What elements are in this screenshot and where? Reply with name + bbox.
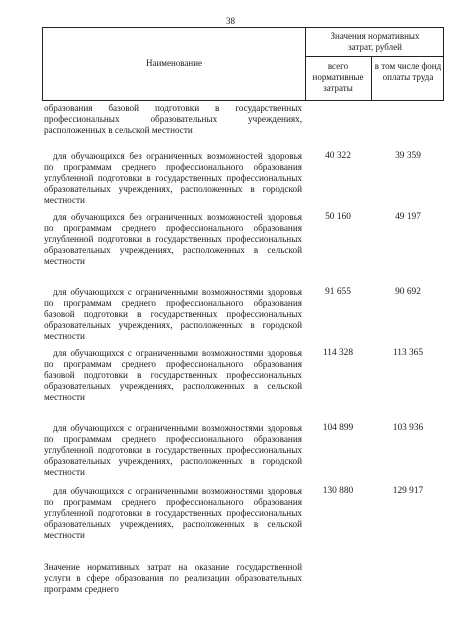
continuation-paragraph: образования базовой подготовки в государственных профессиональных образовательных учреждениях, расположенных в сельской местности bbox=[44, 103, 302, 136]
row-wage: 49 197 bbox=[395, 212, 421, 222]
row-total: 114 328 bbox=[322, 348, 354, 358]
row-wage: 90 692 bbox=[395, 287, 421, 297]
row-total: 91 655 bbox=[325, 287, 351, 297]
footer-text: Значение нормативных затрат на оказание государственной услуги в сфере образования по реализации образовательных программ среднего bbox=[44, 562, 302, 595]
continuation-text bbox=[44, 103, 302, 136]
row-text: для обучающихся с ограниченными возможностями здоровья по программам среднего профессионального образования углубленной подготовки в государственных профессиональных образовательных учреждениях, расположенных в городской местности bbox=[44, 423, 302, 478]
header-bottom-border bbox=[42, 100, 444, 101]
row-text: для обучающихся без ограниченных возможностей здоровья по программам среднего профессионального образования углубленной подготовки в государственных профессиональных образовательных учреждениях, расположенных в сельской местности bbox=[44, 212, 302, 267]
table-row bbox=[44, 212, 302, 267]
header-top-border bbox=[42, 27, 444, 28]
row-total: 130 880 bbox=[322, 486, 354, 496]
row-total: 104 899 bbox=[322, 423, 354, 433]
row-text: для обучающихся без ограниченных возможностей здоровья по программам среднего профессионального образования углубленной подготовки в государственных профессиональных образовательных учреждениях, расположенных в городской местности bbox=[44, 151, 302, 206]
table-row bbox=[44, 486, 302, 541]
page-number: 38 bbox=[226, 16, 235, 26]
header-col-wage: в том числе фонд оплаты труда bbox=[374, 61, 442, 82]
row-total: 40 322 bbox=[325, 151, 351, 161]
header-sub-divider bbox=[305, 56, 444, 57]
header-name: Наименование bbox=[145, 58, 203, 68]
header-right-border bbox=[443, 27, 444, 101]
header-col-total: всего нормативные затраты bbox=[312, 61, 364, 93]
row-text: для обучающихся с ограниченными возможностями здоровья по программам среднего профессионального образования углубленной подготовки в государственных профессиональных образовательных учреждениях, расположенных в сельской местности bbox=[44, 486, 302, 541]
row-wage: 113 365 bbox=[392, 348, 424, 358]
header-values-title: Значения нормативных затрат, рублей bbox=[330, 31, 420, 52]
footer-paragraph bbox=[44, 562, 302, 595]
header-name-divider bbox=[305, 27, 306, 101]
row-text: для обучающихся с ограниченными возможностями здоровья по программам среднего профессионального образования базовой подготовки в государственных профессиональных образовательных учреждениях, расположенных в городской местности bbox=[44, 287, 302, 342]
row-wage: 129 917 bbox=[392, 486, 424, 496]
row-total: 50 160 bbox=[325, 212, 351, 222]
row-wage: 103 936 bbox=[392, 423, 424, 433]
table-row bbox=[44, 348, 302, 403]
row-text: для обучающихся с ограниченными возможностями здоровья по программам среднего профессионального образования базовой подготовки в государственных профессиональных образовательных учреждениях, расположенных в сельской местности bbox=[44, 348, 302, 403]
table-row bbox=[44, 423, 302, 478]
row-wage: 39 359 bbox=[395, 151, 421, 161]
table-row bbox=[44, 287, 302, 342]
header-col-divider bbox=[371, 56, 372, 101]
table-row bbox=[44, 151, 302, 206]
